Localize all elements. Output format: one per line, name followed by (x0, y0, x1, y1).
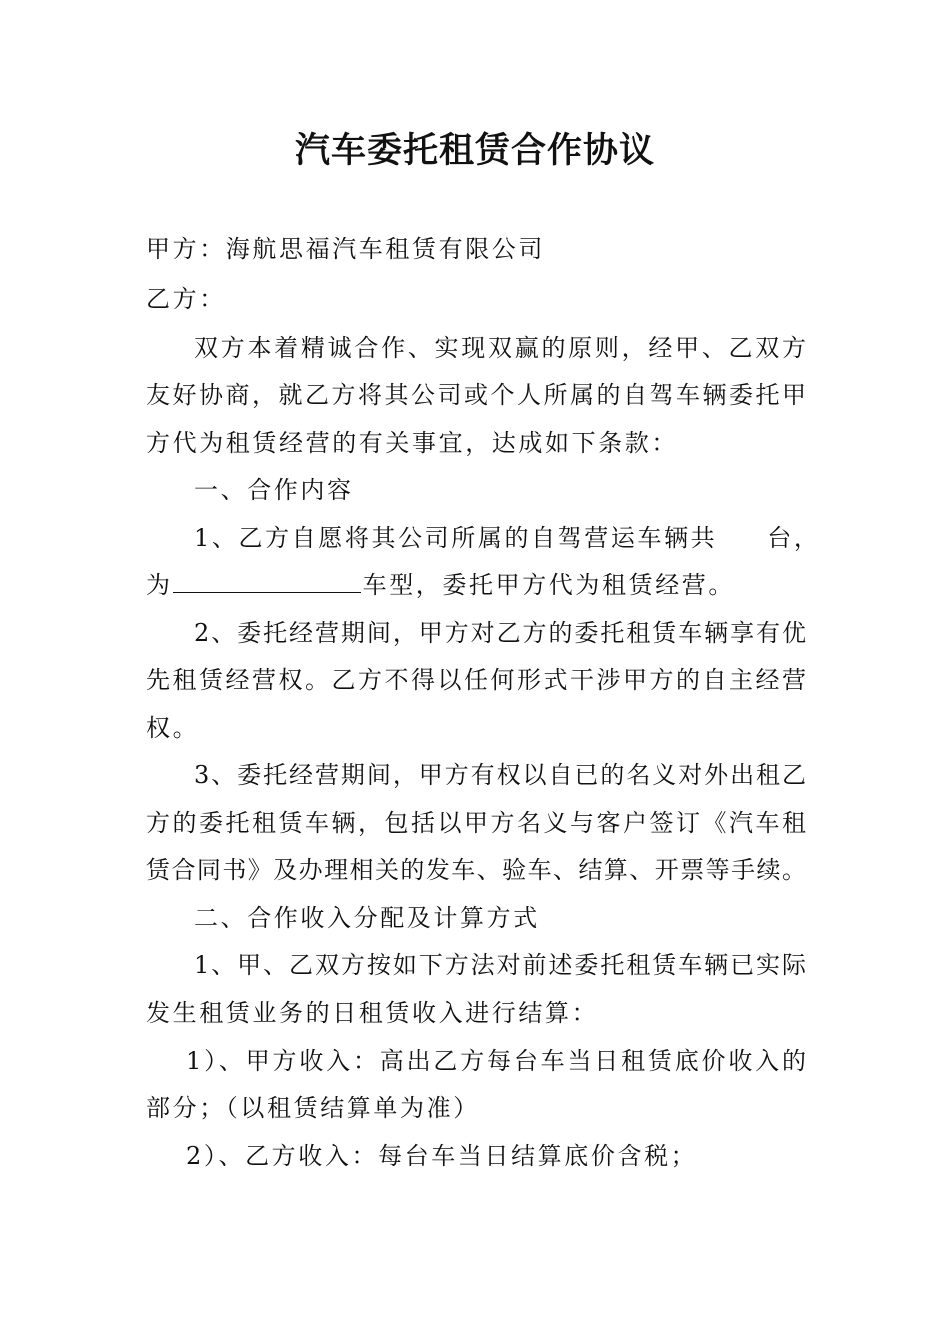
clause-2-line-2: 先租赁经营权。乙方不得以任何形式干涉甲方的自主经营 (146, 666, 806, 694)
s2-clause-1-line-2: 发生租赁业务的日租赁收入进行结算： (146, 999, 599, 1027)
s2-item-1-line-1: 1）、甲方收入：高出乙方每台车当日租赁底价收入的 (186, 1047, 806, 1075)
clause-3-line-2: 方的委托租赁车辆，包括以甲方名义与客户签订《汽车租 (146, 809, 806, 837)
s2-item-2-line: 2）、乙方收入：每台车当日结算底价含税； (186, 1142, 698, 1170)
intro-line-1: 双方本着精诚合作、实现双赢的原则，经甲、乙双方 (194, 334, 806, 362)
s2-item-1-line-2: 部分；（以租赁结算单为准） (146, 1094, 480, 1122)
clause-3-line-1: 3、委托经营期间，甲方有权以自已的名义对外出租乙 (194, 761, 806, 789)
document-title: 汽车委托租赁合作协议 (294, 130, 655, 171)
clause-1-prefix: 为 (146, 571, 173, 599)
clause-1-line-1 (194, 523, 821, 553)
clause-2-line-3: 权。 (146, 714, 200, 742)
section-2-heading: 二、合作收入分配及计算方式 (194, 904, 540, 932)
clause-2-line-1: 2、委托经营期间，甲方对乙方的委托租赁车辆享有优 (194, 619, 806, 647)
clause-1-line-2 (146, 570, 806, 600)
s2-clause-1-line-1: 1、甲、乙双方按如下方法对前述委托租赁车辆已实际 (194, 951, 806, 979)
clause-1-text: 1、乙方自愿将其公司所属的自驾营运车辆共 (194, 524, 718, 552)
party-b-line: 乙方： (146, 285, 226, 313)
intro-line-3: 方代为租赁经营的有关事宜，达成如下条款： (146, 429, 678, 457)
vehicle-model-blank (173, 570, 361, 593)
clause-1-suffix: 车型，委托甲方代为租赁经营。 (362, 571, 736, 599)
intro-line-2: 友好协商，就乙方将其公司或个人所属的自驾车辆委托甲 (146, 381, 806, 409)
clause-3-line-3: 赁合同书》及办理相关的发车、验车、结算、开票等手续。 (146, 856, 806, 884)
clause-1-unit: 台， (767, 524, 821, 552)
section-1-heading: 一、合作内容 (194, 476, 354, 504)
party-a-line: 甲方：海航思福汽车租赁有限公司 (146, 235, 545, 263)
